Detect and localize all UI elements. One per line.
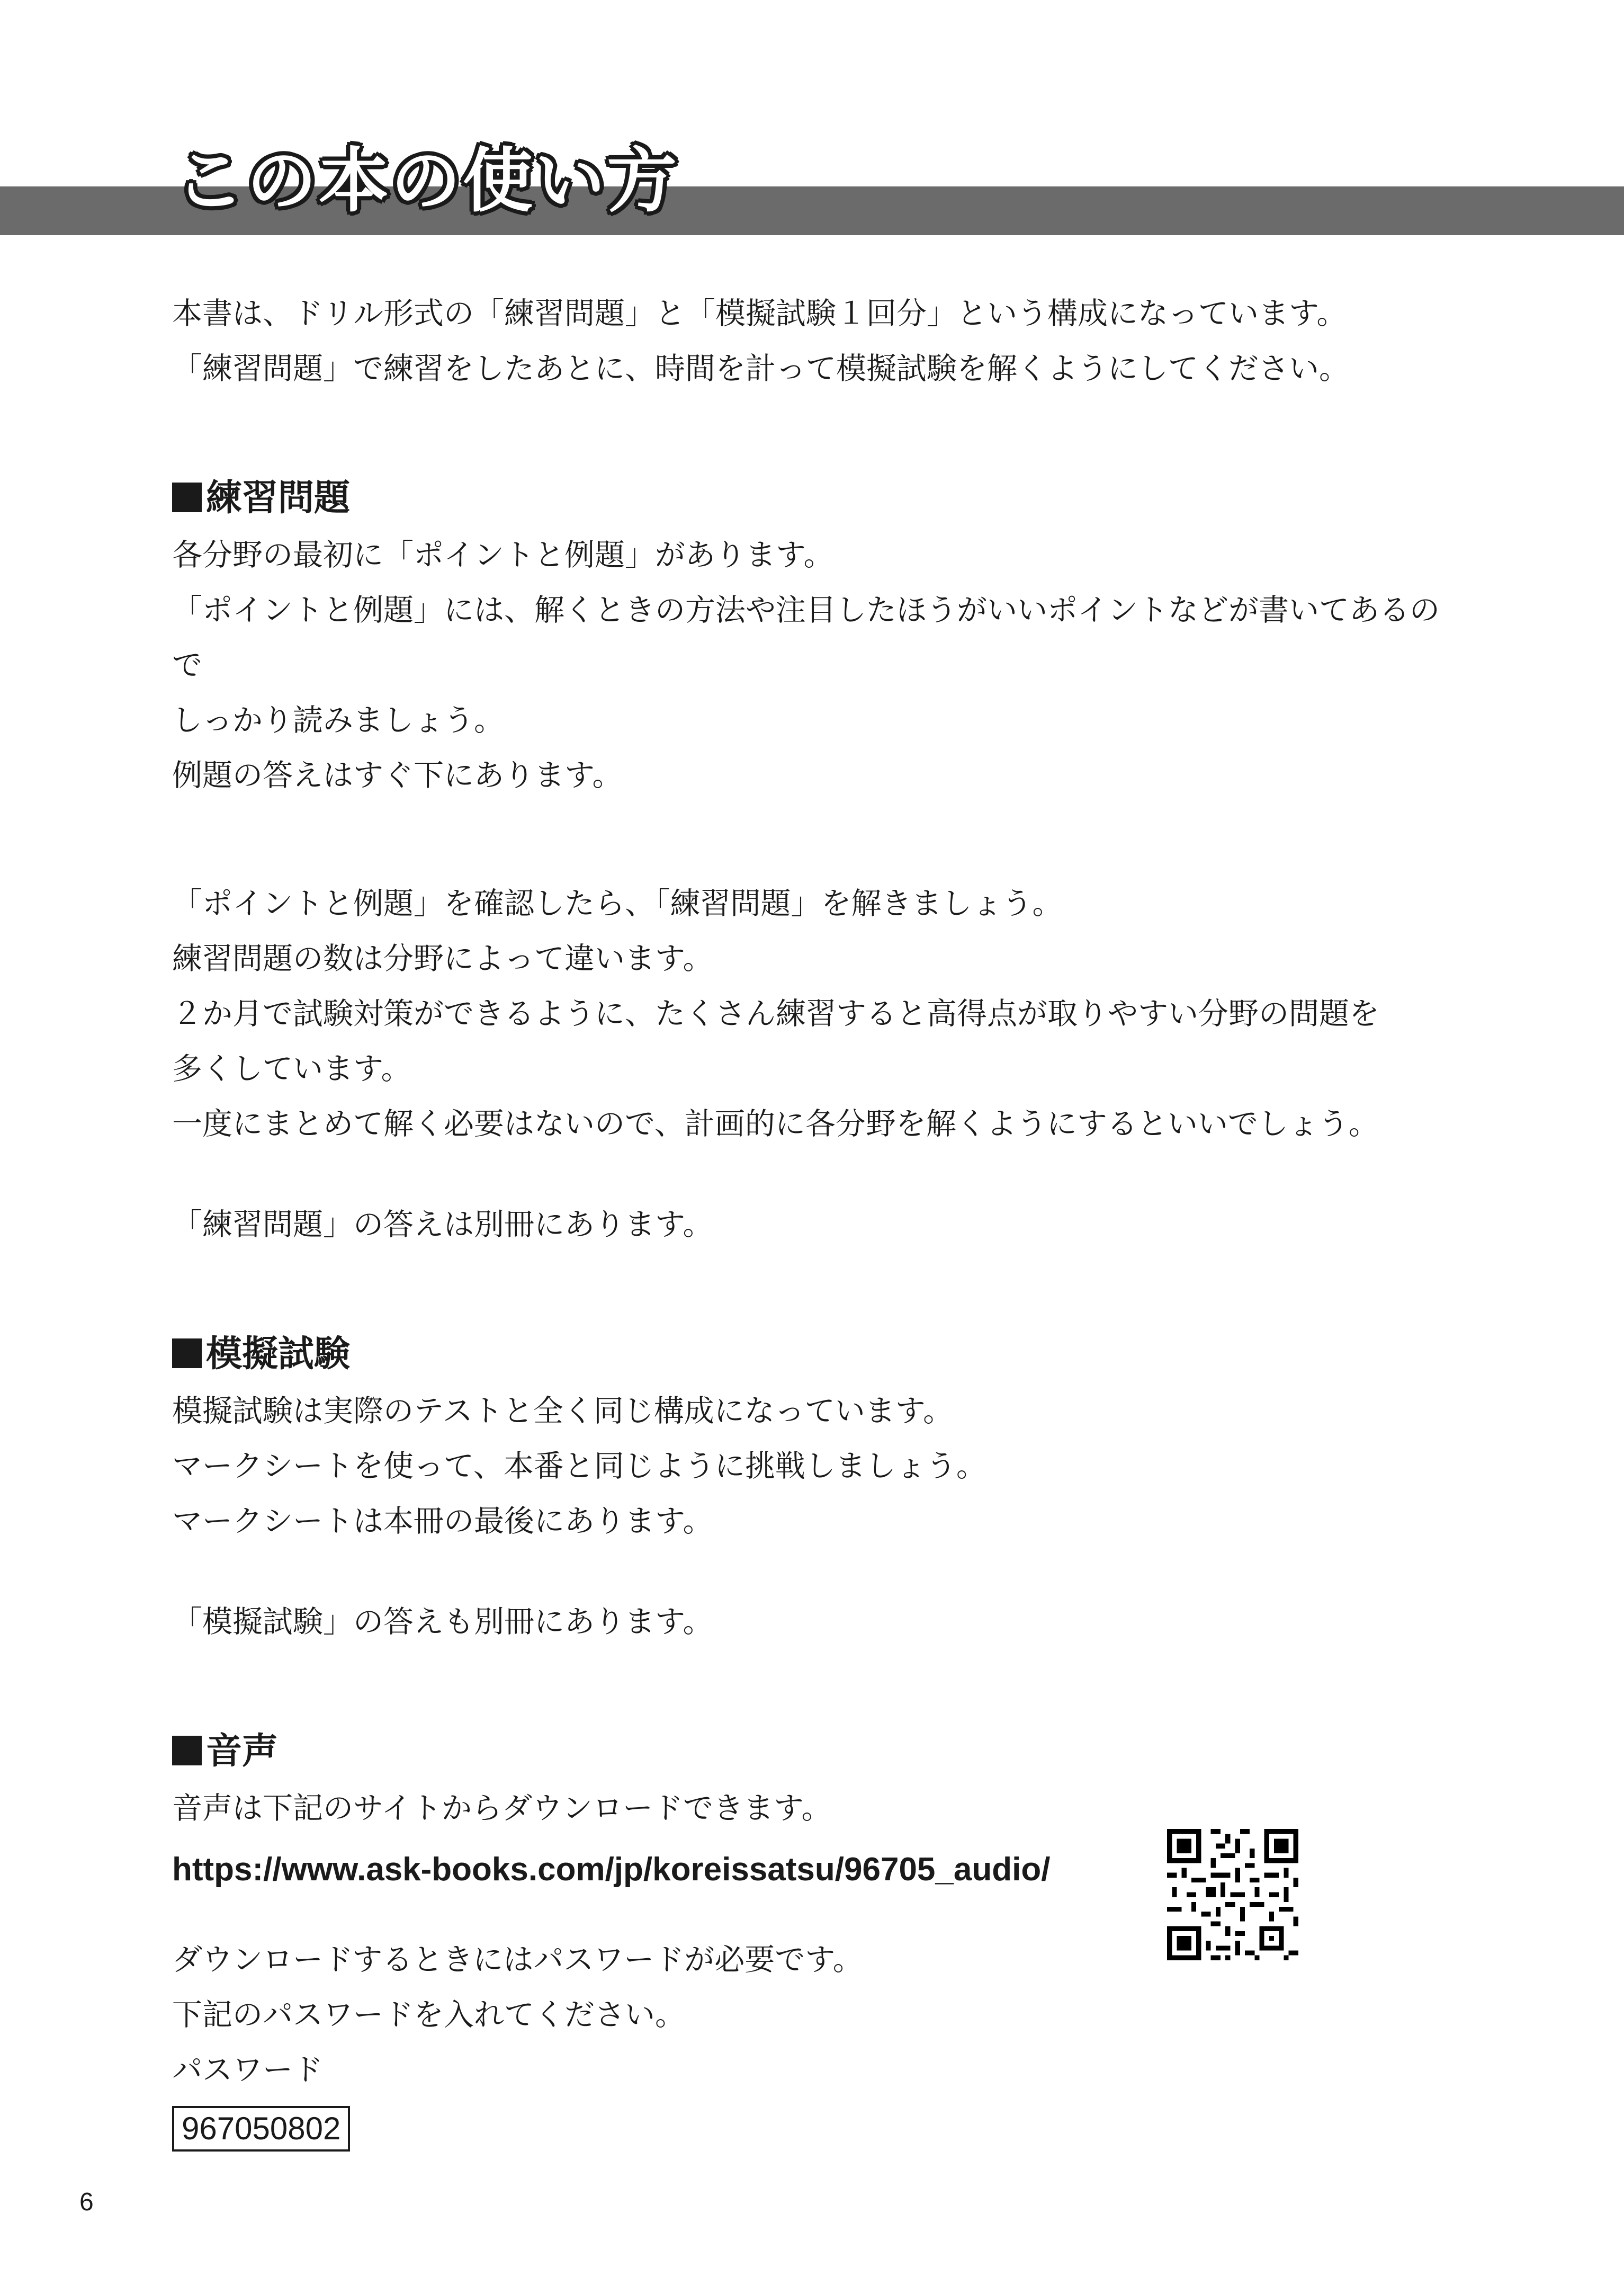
intro-line: 本書は、ドリル形式の「練習問題」と「模擬試験１回分」という構成になっています。 bbox=[172, 296, 1347, 331]
body-line: 下記のパスワードを入れてください。 bbox=[172, 1997, 685, 2032]
password-label: パスワード bbox=[172, 2052, 323, 2087]
section-heading-practice: 練習問題 bbox=[172, 469, 1443, 528]
body-line: 「模擬試験」の答えも別冊にあります。 bbox=[172, 1604, 713, 1639]
body-line: 例題の答えはすぐ下にあります。 bbox=[172, 758, 623, 793]
body-line: 音声は下記のサイトからダウンロードできます。 bbox=[172, 1791, 832, 1826]
body-line: マークシートは本冊の最後にあります。 bbox=[172, 1504, 713, 1539]
body-line: 練習問題の数は分野によって違います。 bbox=[172, 941, 713, 976]
audio-download-link[interactable]: https://www.ask-books.com/jp/koreissatsu/96705_audio/ bbox=[172, 1851, 1051, 1888]
section-heading-mock-exam: 模擬試験 bbox=[172, 1325, 1443, 1383]
intro-line: 「練習問題」で練習をしたあとに、時間を計って模擬試験を解くようにしてください。 bbox=[172, 351, 1349, 386]
body-line: 「ポイントと例題」には、解くときの方法や注目したほうがいいポイントなどが書いてあるので bbox=[172, 593, 1440, 683]
body-line: ２か月で試験対策ができるように、たくさん練習すると高得点が取りやすい分野の問題を bbox=[172, 996, 1379, 1031]
password-box: 967050802 bbox=[172, 2106, 350, 2152]
qr-code-icon[interactable] bbox=[1162, 1824, 1303, 1965]
body-line: 多くしています。 bbox=[172, 1051, 411, 1086]
square-bullet-icon bbox=[172, 1736, 202, 1765]
body-line: ダウンロードするときにはパスワードが必要です。 bbox=[172, 1942, 863, 1977]
body-line: 「ポイントと例題」を確認したら、「練習問題」を解きましょう。 bbox=[172, 886, 1063, 921]
square-bullet-icon bbox=[172, 1338, 202, 1368]
page-content bbox=[172, 286, 1443, 2157]
page-number: 6 bbox=[79, 2188, 94, 2216]
body-line: しっかり読みましょう。 bbox=[172, 703, 504, 738]
section-heading-audio: 音声 bbox=[172, 1722, 1443, 1781]
body-line: マークシートを使って、本番と同じように挑戦しましょう。 bbox=[172, 1449, 986, 1484]
body-line: 各分野の最初に「ポイントと例題」があります。 bbox=[172, 538, 834, 573]
body-line: 一度にまとめて解く必要はないので、計画的に各分野を解くようにするといいでしょう。 bbox=[172, 1106, 1379, 1141]
page-title: この本の使い方 bbox=[175, 140, 679, 222]
body-line: 模擬試験は実際のテストと全く同じ構成になっています。 bbox=[172, 1394, 954, 1429]
square-bullet-icon bbox=[172, 483, 202, 512]
body-line: 「練習問題」の答えは別冊にあります。 bbox=[172, 1207, 713, 1242]
